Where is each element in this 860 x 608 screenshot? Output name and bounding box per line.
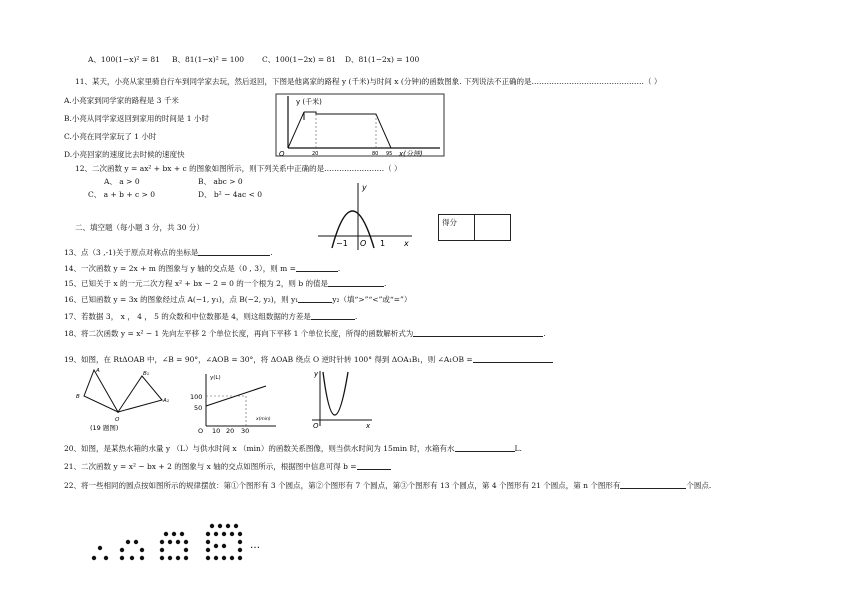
q20: 20、如图，是某热水箱的水量 y （L）与供水时间 x （min）的函数关系图像，则当供水时间为 15min 时，水箱有水 L.	[64, 444, 522, 453]
dot-pattern-4	[206, 524, 242, 560]
q11-x-label: x(分钟)	[399, 150, 423, 158]
fig20-volume-time-graph	[186, 370, 282, 434]
dot-pattern-3	[160, 532, 188, 560]
fig20-x-label: x(min)	[256, 417, 271, 422]
dot-pattern-1	[92, 546, 108, 560]
q11-tick-95: 95	[386, 151, 393, 157]
q14-answer-blank[interactable]	[296, 263, 338, 272]
q22-answer-blank[interactable]	[620, 480, 686, 489]
q12-origin: O	[360, 239, 367, 248]
q17: 17、若数据 3， x ， 4 ， 5 的众数和中位数都是 4，则这组数据的方差是 .	[64, 312, 358, 321]
fig20-tick-10: 10	[212, 427, 221, 434]
fig20-tick-30: 30	[241, 427, 250, 434]
fig19-label-a1: A₁	[163, 398, 169, 404]
q12-option-a: A、 a > 0	[104, 177, 140, 186]
q12-stem: 12、二次函数 y = ax² + bx + c 的图象如图所示，则下列关系中正确的是……………………（ ）	[75, 164, 402, 173]
fig20-tick-50: 50	[194, 404, 203, 412]
fig20-y-label: y(L)	[210, 375, 221, 381]
q17-answer-blank[interactable]	[311, 311, 355, 320]
fig21-y-label: y	[314, 370, 319, 378]
q18: 18、将二次函数 y = x² − 1 先向左平移 2 个单位长度，再向下平移 1 个单位长度，所得的函数解析式为 .	[64, 329, 546, 338]
q12-option-d: D、 b² − 4ac < 0	[198, 190, 263, 199]
q16: 16、已知函数 y = 3x 的图象经过点 A(−1, y₁)，点 B(−2, y₂)，则 y₁ y₂（填“>”“<”或“=”）	[64, 295, 412, 304]
q12-option-c: C、 a + b + c > 0	[88, 190, 156, 199]
section-2-title: 二、填空题（每小题 3 分，共 30 分）	[75, 223, 204, 232]
q11-origin: O	[279, 150, 285, 158]
q11-option-d: D.小亮回家的速度比去时候的速度快	[64, 150, 185, 159]
fig20-origin: O	[198, 427, 204, 434]
score-field[interactable]	[475, 215, 511, 241]
q10-option-c: C、100(1−2x) = 81	[262, 55, 337, 64]
q22: 22、将一些相同的圆点按如图所示的规律摆放：第①个图形有 3 个圆点，第②个图形有 7 个圆点，第③个图形有 13 个圆点，第 4 个图形有 21 个圆点，第 n 个图形有 个圆点.	[64, 481, 712, 490]
q12-option-b: B、 abc > 0	[198, 177, 243, 186]
q13: 13、点（3 ,-1)关于原点对称点的坐标是 .	[64, 248, 273, 257]
fig21-parabola	[323, 372, 348, 415]
score-box	[438, 214, 511, 241]
q12-tick-1: 1	[380, 239, 386, 248]
q14: 14、一次函数 y = 2x + m 的图象与 y 轴的交点是（0 , 3），则 m = .	[64, 264, 341, 273]
q18-answer-blank[interactable]	[413, 328, 543, 337]
fig19-label-b: B	[76, 394, 80, 400]
q21-answer-blank[interactable]	[357, 461, 391, 470]
fig19-label-a: A	[96, 368, 100, 374]
q21: 21、二次函数 y = x² − bx + 2 的图象与 x 轴的交点如图所示，根据图中信息可得 b =	[64, 461, 391, 472]
dot-pattern-2	[120, 540, 144, 560]
fig21-parabola-graph	[310, 368, 376, 430]
q12-tick-neg1: −1	[336, 239, 348, 248]
fig19-label-o: O	[115, 417, 120, 423]
q22-dot-patterns	[88, 518, 288, 568]
q16-answer-blank[interactable]	[298, 294, 332, 303]
fig19-rotated-triangles	[70, 366, 170, 434]
fig21-x-label: x	[366, 422, 371, 430]
q11-stem: 11、某天，小亮从家里骑自行车到同学家去玩，然后返回，下图是他离家的路程 y (千米)与时间 x (分钟)的函数图象. 下列说法不正确的是………………………………………（ ）	[75, 77, 662, 86]
q19: 19、如图，在 RtΔOAB 中，∠B = 90°，∠AOB = 30°，将 ΔOAB 绕点 O 逆时针转 100° 得到 ΔOA₁B₁，则 ∠A₁OB =	[64, 354, 553, 365]
q19-answer-blank[interactable]	[473, 354, 553, 363]
q11-distance-time-graph	[268, 90, 448, 162]
fig19-label-b1: B₁	[143, 371, 149, 377]
fig19-triangle-oab	[84, 370, 118, 412]
q10-option-d: D、81(1−2x) = 100	[345, 55, 420, 64]
q11-y-label: y (千米)	[296, 98, 322, 106]
fig20-tick-100: 100	[190, 393, 203, 401]
fig21-origin: O	[313, 422, 319, 430]
q12-parabola-graph	[316, 180, 416, 252]
q13-answer-blank[interactable]	[198, 247, 270, 256]
q11-tick-20: 20	[312, 151, 319, 157]
q11-option-b: B.小亮从同学家返回到家用的时间是 1 小时	[64, 114, 209, 123]
fig19-triangle-oa1b1	[118, 376, 162, 412]
q11-option-a: A.小亮家到同学家的路程是 3 千米	[64, 96, 179, 105]
dot-pattern-ellipsis: …	[250, 540, 260, 551]
q10-option-b: B、81(1−x)² = 100	[172, 55, 245, 64]
q10-option-a: A、100(1−x)² = 81	[88, 55, 160, 64]
score-label: 得分	[439, 215, 475, 241]
q20-answer-blank[interactable]	[455, 443, 515, 452]
q11-option-c: C.小亮在同学家玩了 1 小时	[64, 132, 157, 141]
q12-x-label: x	[404, 239, 409, 248]
q15: 15、已知关于 x 的一元二次方程 x² + bx − 2 = 0 的一个根为 2，则 b 的值是 .	[64, 279, 387, 288]
q15-answer-blank[interactable]	[328, 278, 384, 287]
fig19-caption: (19 题图)	[90, 424, 119, 432]
fig20-tick-20: 20	[226, 427, 235, 434]
q12-y-label: y	[362, 183, 367, 192]
q11-tick-80: 80	[372, 151, 379, 157]
